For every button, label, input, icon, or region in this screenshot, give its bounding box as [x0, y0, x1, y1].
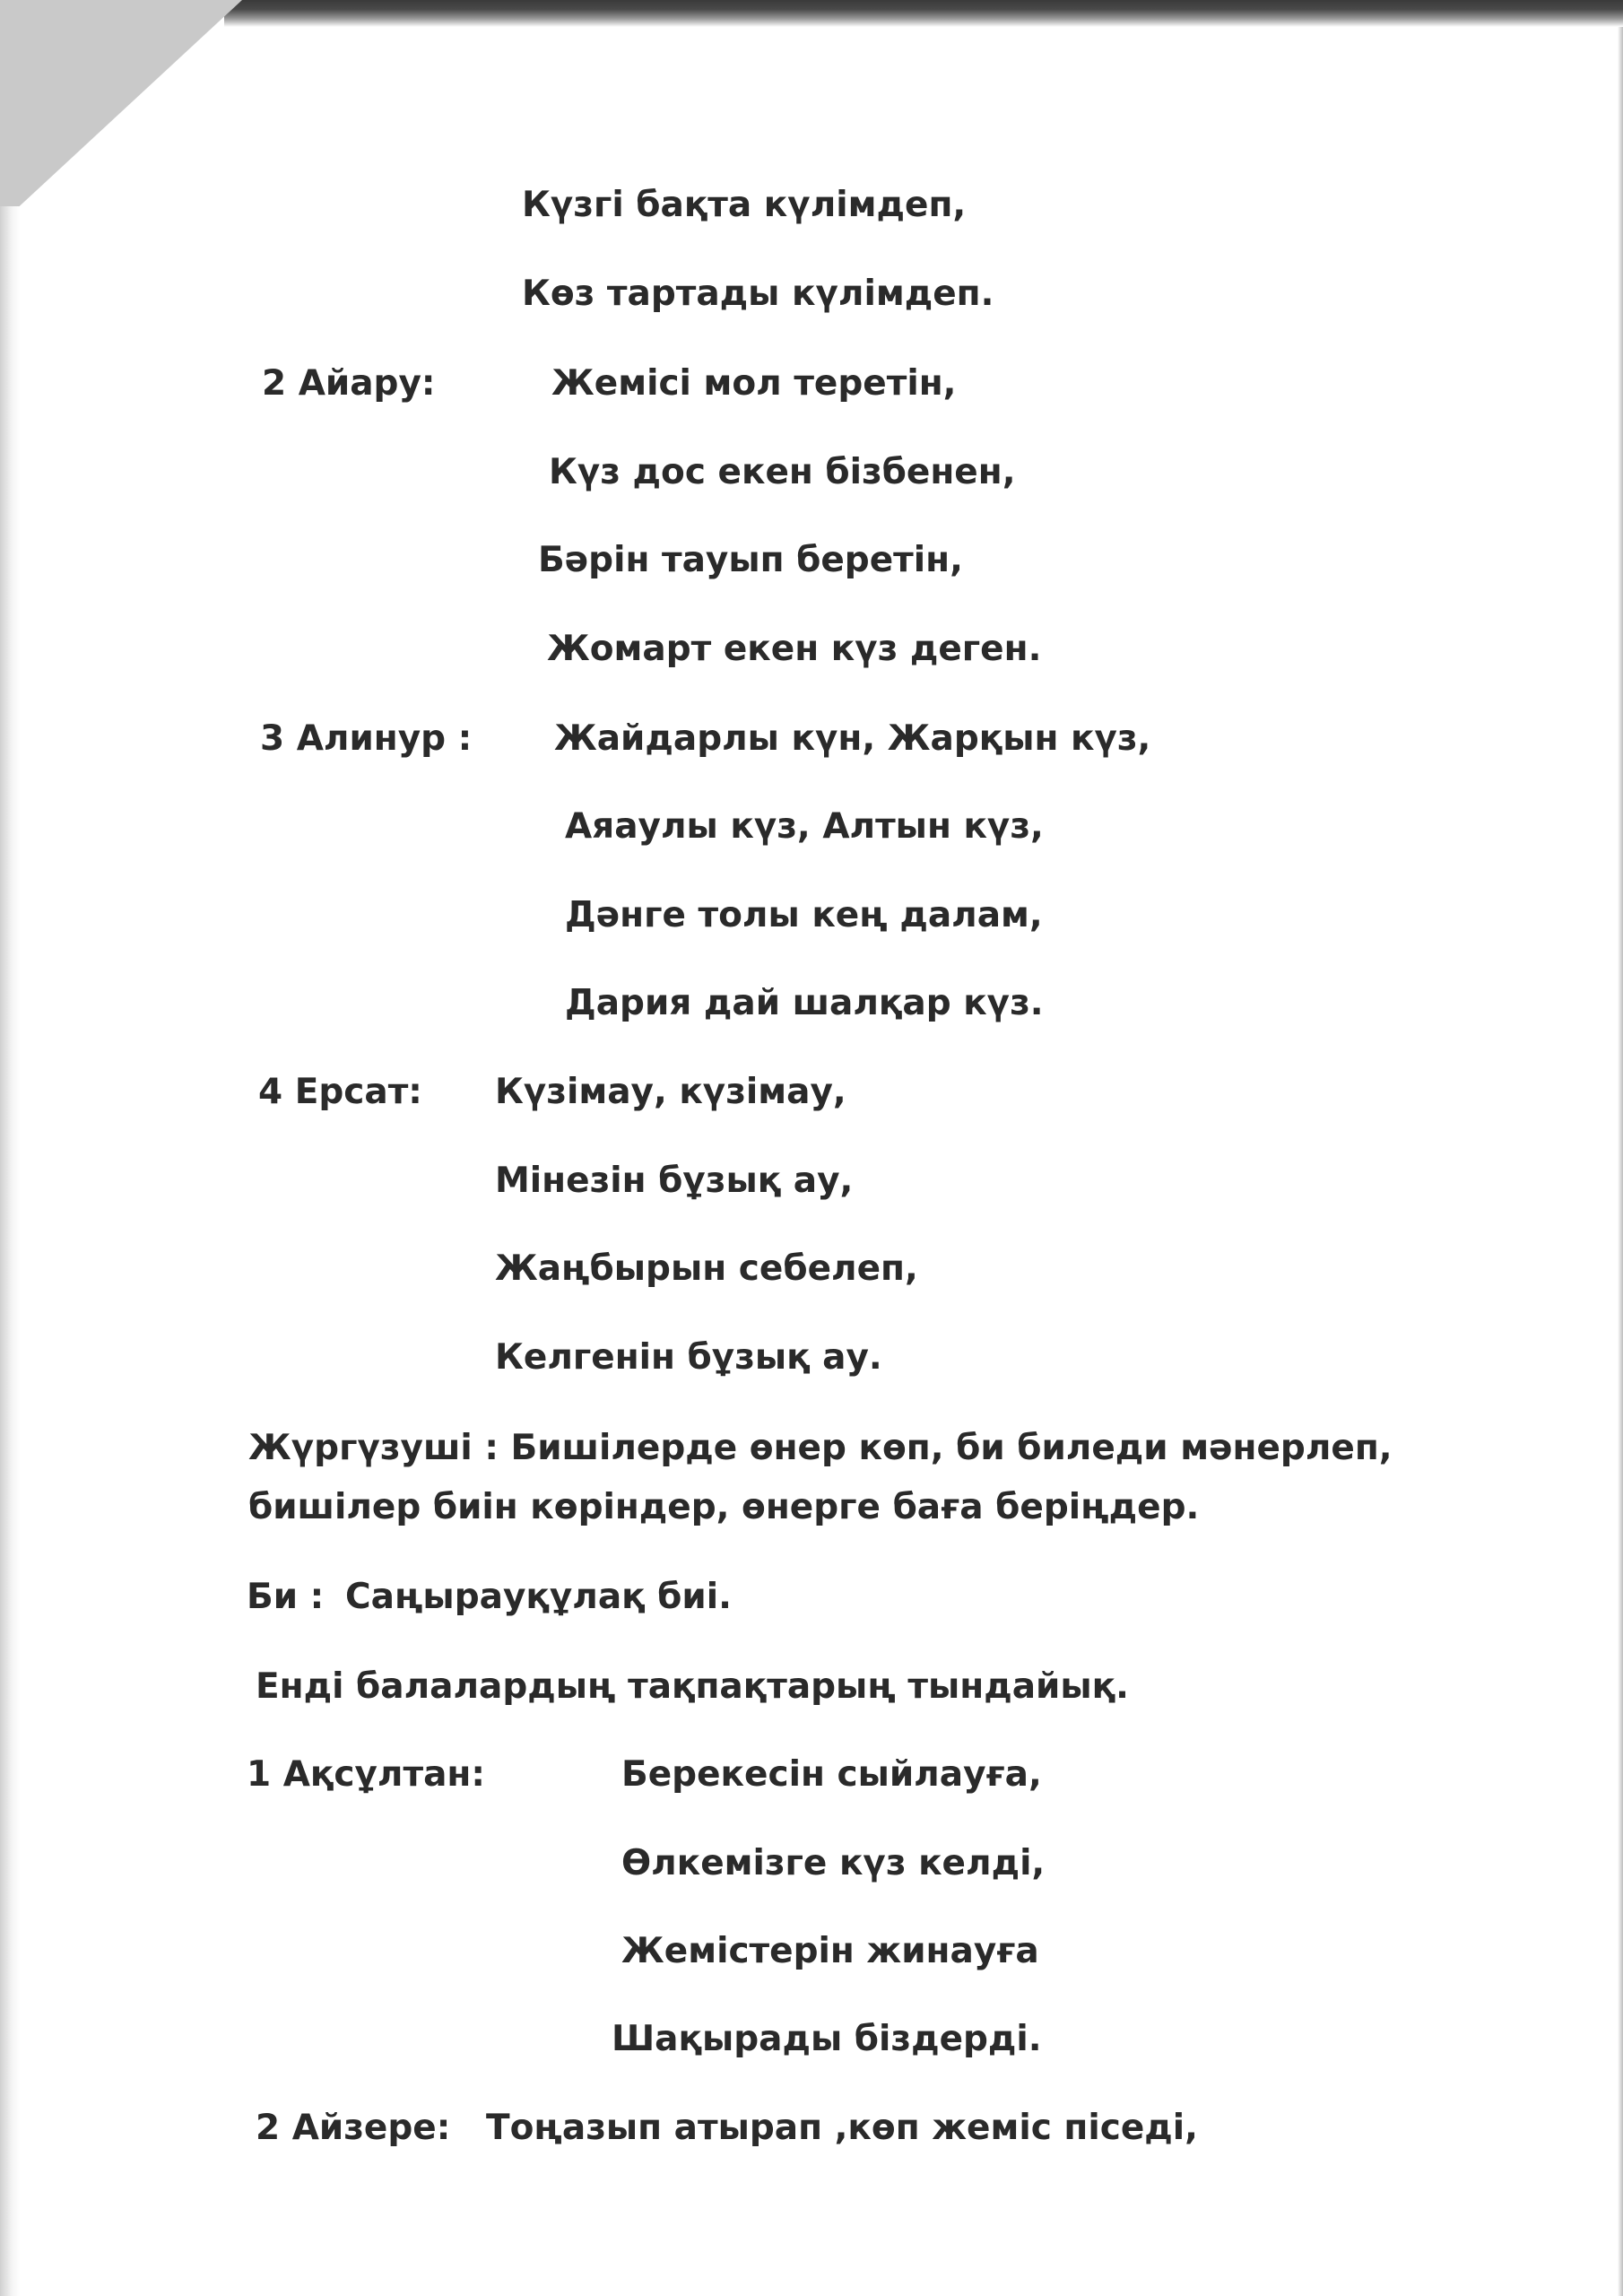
stanza2-line2: Күз дос екен бізбенен, — [549, 452, 1016, 492]
intro-line: Енді балалардың тақпақтарың тындайық. — [256, 1666, 1129, 1707]
stanza3-speaker: 3 Алинур : — [260, 718, 473, 759]
stanza2-speaker: 2 Айару: — [262, 363, 436, 404]
scan-right-edge — [1618, 27, 1623, 2296]
dance-label: Би : — [247, 1577, 325, 1617]
stanza2-line1: Жемісі мол теретін, — [551, 363, 957, 404]
stanza4-line3: Жаңбырын себелеп, — [495, 1248, 918, 1289]
stanza5-line1: Берекесін сыйлауға, — [621, 1754, 1042, 1795]
scan-left-edge — [0, 206, 20, 2296]
host-paragraph: Жүргүзуші : Бишілерде өнер көп, би биледи мәнерлеп, бишілер биін көріндер, өнерге баға беріңдер. — [248, 1428, 1393, 1527]
stanza4-line4: Келгенін бұзық ау. — [495, 1337, 882, 1378]
stanza1-line1: Күзгі бақта күлімдеп, — [522, 185, 967, 225]
stanza2-line3: Бәрін тауып беретін, — [538, 540, 963, 580]
stanza3-line1: Жайдарлы күн, Жарқын күз, — [554, 718, 1151, 759]
stanza1-line2: Көз тартады күлімдеп. — [522, 274, 994, 314]
dance-name: Саңырауқұлақ биі. — [345, 1577, 732, 1617]
stanza6-speaker: 2 Айзере: — [256, 2108, 451, 2148]
stanza3-line3: Дәнге толы кең далам, — [565, 895, 1043, 935]
stanza6-line1: Тоңазып атырап ,көп жеміс піседі, — [486, 2108, 1198, 2148]
stanza5-line3: Жемістерін жинауға — [621, 1931, 1039, 1971]
stanza4-line2: Мінезін бұзық ау, — [495, 1161, 854, 1201]
stanza5-line4: Шақырады біздерді. — [612, 2019, 1042, 2059]
stanza4-line1: Күзімау, күзімау, — [495, 1072, 846, 1112]
folded-corner — [0, 0, 242, 224]
scan-top-edge — [224, 0, 1623, 27]
stanza2-line4: Жомарт екен күз деген. — [547, 629, 1042, 669]
stanza4-speaker: 4 Ерсат: — [258, 1072, 422, 1112]
stanza5-line2: Өлкемізге күз келді, — [621, 1843, 1046, 1883]
stanza5-speaker: 1 Ақсұлтан: — [247, 1754, 485, 1795]
stanza3-line2: Аяаулы күз, Алтын күз, — [565, 806, 1044, 847]
stanza3-line4: Дария дай шалқар күз. — [565, 983, 1044, 1023]
